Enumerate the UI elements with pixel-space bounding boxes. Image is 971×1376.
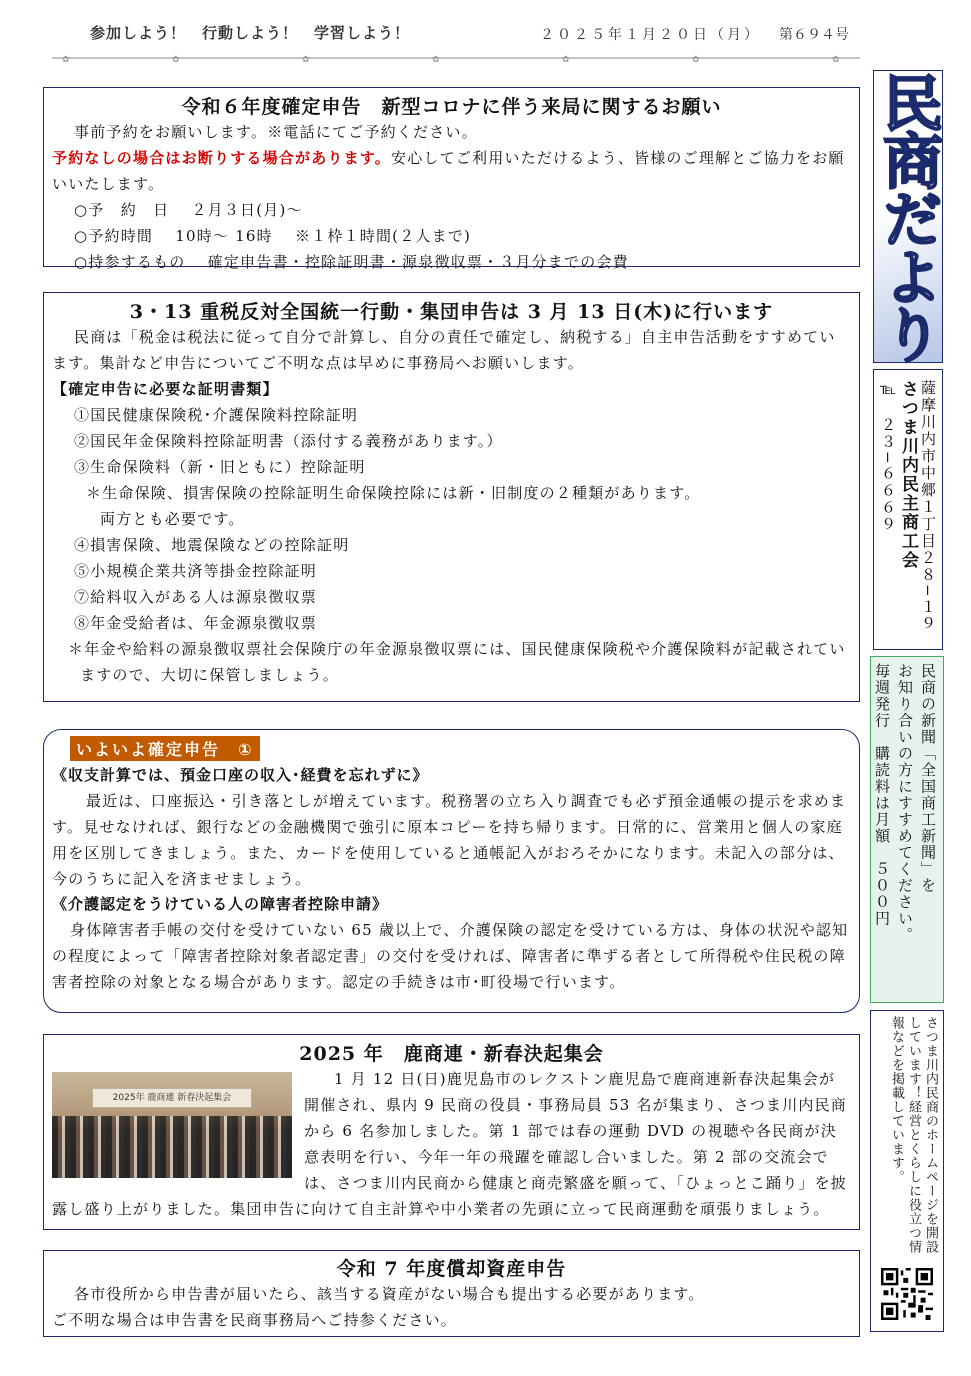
page-header — [52, 0, 860, 62]
group-photo — [52, 1072, 292, 1178]
list-item: ⑤小規模企業共済等掛金控除証明 — [74, 562, 318, 580]
list-item: 両方とも必要です。 — [100, 510, 245, 528]
header-slogan: 参加しよう！ 行動しよう！ 学習しよう！ — [90, 24, 411, 42]
list-item: ⑦給料収入がある人は源泉徴収票 — [74, 588, 318, 606]
svg-text:✿: ✿ — [62, 55, 70, 64]
paragraph: 身体障害者手帳の交付を受けていない 65 歳以上で、介護保険の認定を受けている方は、身体の状況や認知の程度によって「障害者控除対象者認定書」の交付を受ければ、障害者に準ずる者として所得税や住民税の障害者控除の対象となる場合があります。認定の手続きは市･町役場で行います。 — [52, 921, 849, 991]
article-group-tax-filing — [43, 292, 860, 702]
article-body: 1 月 12 日(日)鹿児島市のレクストン鹿児島で鹿商連新春決起集会が開催され、県内 9 民商の役員・事務局員 53 名が集まり、さつま川内民商から 6 名参加しました。第 1 部では春の運動 DVD の視聴や各民商が決意表明を行い、今年一年の飛躍を確認し合いました。第 2 部の交流会では、さつま川内民商から健康と商売繁盛を願って、「ひょっとこ踊り」を披露し盛り上がりました。集団申告に向けて自主計算や中小業者の先頭に立って民商運動を頑張りましょう。 — [52, 1070, 848, 1218]
address-block — [873, 369, 943, 650]
article-new-year-rally — [43, 1034, 860, 1230]
article-text: ご不明な場合は申告書を民商事務局へご持参ください。 — [52, 1311, 458, 1329]
section-heading: 【確定申告に必要な証明書類】 — [52, 380, 279, 398]
list-item: ＊生命保険、損害保険の控除証明生命保険控除には新・旧制度の２種類があります。 — [86, 484, 701, 502]
article-title: 3・13 重税反対全国統一行動・集団申告は 3 月 13 日(木)に行います — [129, 301, 774, 323]
article-title: 2025 年 鹿商連・新春決起集会 — [299, 1043, 604, 1065]
list-item: ⑧年金受給者は、年金源泉徴収票 — [74, 614, 318, 632]
article-title: 令和６年度確定申告 新型コロナに伴う来局に関するお願い — [181, 96, 722, 118]
article-covid-visit-request — [43, 87, 860, 271]
schedule-item: ○予 約 日 ２月３日(月)～ — [74, 201, 303, 219]
ad-line: 毎週発行 購読料は月額 ５００円 — [873, 663, 891, 927]
article-depreciable-assets — [43, 1250, 860, 1337]
subheading: 《収支計算では、預金口座の収入･経費を忘れずに》 — [52, 766, 429, 784]
list-item: ①国民健康保険税･介護保険料控除証明 — [74, 406, 359, 424]
article-text: 予約なしの場合はお断りする場合があります。安心してご利用いただけるよう、皆様のご理解とご協力をお願いいたします。 — [52, 149, 845, 193]
svg-text:✿: ✿ — [432, 55, 440, 64]
header-divider — [52, 52, 860, 64]
paragraph: 最近は、口座振込・引き落としが増えています。税務署の立ち入り調査でも必ず預金通帳の提示を求めます。見せなければ、銀行などの金融機関で強引に原本コピーを持ち帰ります。日常的に、営業用と個人の家庭用を区別してきましょう。また、カードを使用していると通帳記入がおろそかになります。未記入の部分は、今のうちに記入を済ませましょう。 — [52, 792, 847, 888]
article-tax-filing-tips — [43, 729, 860, 1013]
list-item: ③生命保険料（新・旧ともに）控除証明 — [74, 458, 366, 476]
svg-text:✿: ✿ — [832, 55, 840, 64]
article-text: 各市役所から申告書が届いたら、該当する資産がない場合も提出する必要があります。 — [74, 1285, 705, 1303]
org-name: さつま川内民主商工会 — [898, 380, 918, 570]
svg-text:✿: ✿ — [562, 55, 570, 64]
svg-text:✿: ✿ — [692, 55, 700, 64]
ad-line: 民商の新聞「全国商工新聞」を — [919, 663, 937, 894]
article-intro: 民商は「税金は税法に従って自分で計算し、自分の責任で確定し、納税する」自主申告活動をすすめています。集計など申告についてご不明な点は早めに事務局へお願いします。 — [52, 328, 836, 372]
address-line: 薩摩川内市中郷１丁目２８−１９ — [919, 380, 937, 633]
schedule-item: ○予約時間 10時～ 16時 ※１枠１時間(２人まで) — [74, 227, 472, 245]
phone-number: ℡ ２３−６６６９ — [879, 380, 897, 534]
list-item: ④損害保険、地震保険などの控除証明 — [74, 536, 350, 554]
article-text: 事前予約をお願いします。※電話にてご予約ください。 — [74, 123, 478, 141]
masthead-title: 民商だより — [873, 71, 943, 362]
header-date: ２０２５年１月２０日（月） — [540, 27, 761, 43]
photo-crowd — [52, 1116, 292, 1178]
qr-code-icon[interactable] — [881, 1268, 933, 1320]
photo-banner: 2025年 鹿商連 新春決起集会 — [92, 1088, 252, 1108]
svg-text:✿: ✿ — [302, 55, 310, 64]
alert-text: 予約なしの場合はお断りする場合があります。 — [52, 149, 392, 167]
article-note: ＊年金や給料の源泉徴収票社会保険庁の年金源泉徴収票には、国民健康保険税や介護保険料が記載されていますので、大切に保管しましょう。 — [68, 640, 846, 684]
subheading: 《介護認定をうけている人の障害者控除申請》 — [52, 895, 389, 913]
ad-line: お知り合いの方にすすめてください。 — [896, 663, 914, 944]
list-item: ②国民年金保険料控除証明書（添付する義務があります。） — [74, 432, 503, 450]
newspaper-ad — [870, 656, 944, 1003]
header-issue-number: 第６９４号 — [779, 27, 849, 43]
section-tag: いよいよ確定申告 ① — [70, 736, 260, 761]
svg-text:✿: ✿ — [172, 55, 180, 64]
homepage-text: さつま川内民商のホームページを開設しています！経営とくらしに役立つ情報などを掲載しています。 — [889, 1016, 938, 1254]
article-title: 令和 7 年度償却資産申告 — [336, 1258, 567, 1280]
schedule-item: ○持参するもの 確定申告書・控除証明書・源泉徴収票・３月分までの会費 — [74, 253, 629, 271]
masthead — [873, 70, 943, 363]
homepage-notice — [870, 1010, 944, 1332]
